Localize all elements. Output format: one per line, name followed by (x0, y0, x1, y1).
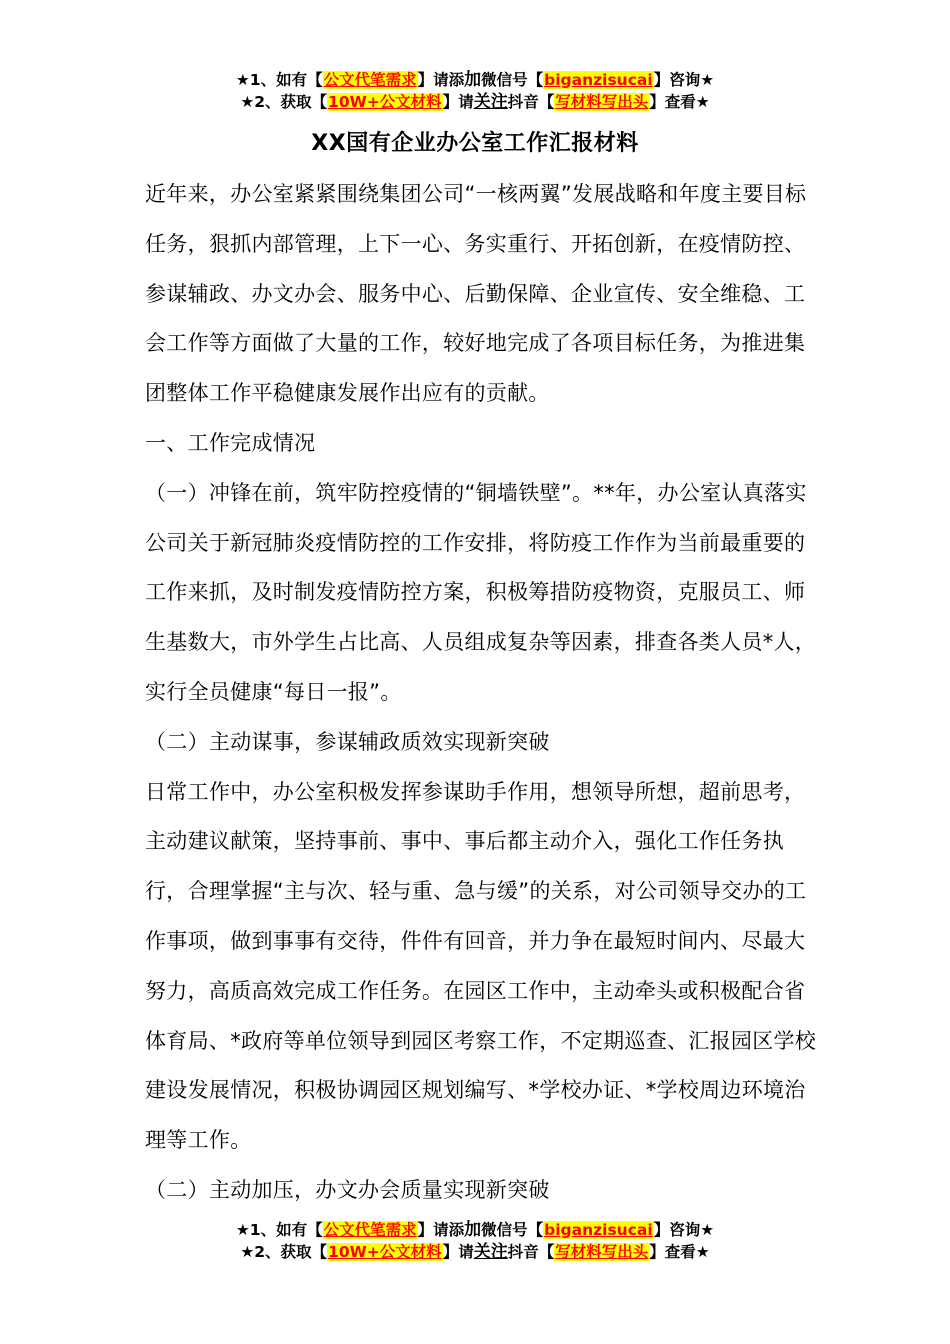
banner-line-1-suffix: 】咨询★ (653, 71, 715, 89)
footer-line-2-middle-2: 抖音【 (507, 1243, 555, 1261)
banner-line-2 (0, 91, 950, 113)
footer-banner (0, 1219, 950, 1263)
footer-wechat-id[interactable]: biganzisucai (544, 1221, 653, 1239)
body-paragraph-epidemic: （一）冲锋在前，筑牢防控疫情的“铜墙铁壁”。**年，办公室认真落实公司关于新冠肺炎疫情防控的工作安排，将防疫工作作为当前最重要的工作来抓，及时制发疫情防控方案，积极筹措防疫物资，克服员工、师生基数大，市外学生占比高、人员组成复杂等因素，排查各类人员*人，实行全员健康“每日一报”。 (145, 480, 817, 704)
banner-wechat-id[interactable]: biganzisucai (544, 71, 653, 89)
banner-douyin-account[interactable]: 写材料写出头 (555, 93, 649, 111)
banner-line-1-middle: 】请添 (417, 71, 465, 89)
document-title: XX国有企业办公室工作汇报材料 (311, 131, 639, 156)
banner-line-2-middle-2: 抖音【 (507, 93, 555, 111)
footer-materials-highlight: 10W+公文材料 (328, 1243, 442, 1261)
banner-materials-highlight: 10W+公文材料 (328, 93, 442, 111)
footer-line-1-middle-2: 微信号【 (481, 1221, 544, 1239)
banner-line-2-middle: 】请 (442, 93, 474, 111)
banner-line-1-prefix: ★1、如有【 (235, 71, 323, 89)
footer-line-1-suffix: 】咨询★ (653, 1221, 715, 1239)
footer-line-1-middle: 】请添 (417, 1221, 465, 1239)
banner-service-highlight: 公文代笔需求 (323, 71, 417, 89)
intro-paragraph: 近年来，办公室紧紧围绕集团公司“一核两翼”发展战略和年度主要目标任务，狠抓内部管理，上下一心、务实重行、开拓创新，在疫情防控、参谋辅政、办文办会、服务中心、后勤保障、企业宣传、安全维稳、工会工作等方面做了大量的工作，较好地完成了各项目标任务，为推进集团整体工作平稳健康发展作出应有的贡献。 (145, 182, 807, 406)
banner-line-1-emphasis: 加 (464, 70, 482, 90)
footer-line-2-middle: 】请 (442, 1243, 474, 1261)
footer-douyin-account[interactable]: 写材料写出头 (555, 1243, 649, 1261)
banner-line-2-prefix: ★2、获取【 (240, 93, 328, 111)
section-heading-1: 一、工作完成情况 (145, 430, 316, 455)
footer-banner-line-1 (0, 1219, 950, 1241)
banner-line-2-suffix: 】查看★ (649, 93, 710, 111)
footer-service-highlight: 公文代笔需求 (323, 1221, 417, 1239)
body-paragraph-advisory: 日常工作中，办公室积极发挥参谋助手作用，想领导所想，超前思考，主动建议献策，坚持事前、事中、事后都主动介入，强化工作任务执行，合理掌握“主与次、轻与重、急与缓”的关系，对公司领导交办的工作事项，做到事事有交待，件件有回音，并力争在最短时间内、尽最大努力，高质高效完成工作任务。在园区工作中，主动牵头或积极配合省体育局、*政府等单位领导到园区考察工作，不定期巡查、汇报园区学校建设发展情况，积极协调园区规划编写、*学校办证、*学校周边环境治理等工作。 (145, 779, 817, 1153)
banner-line-1-middle-2: 微信号【 (481, 71, 544, 89)
footer-line-2-prefix: ★2、获取【 (240, 1243, 328, 1261)
footer-line-2-emphasis: 关注 (473, 1242, 508, 1262)
banner-line-1 (0, 69, 950, 91)
footer-banner-line-2 (0, 1241, 950, 1263)
footer-line-1-emphasis: 加 (464, 1220, 482, 1240)
footer-line-2-suffix: 】查看★ (649, 1243, 710, 1261)
document-body (145, 170, 825, 1216)
header-banner (0, 69, 950, 113)
subsection-heading-2: （二）主动谋事，参谋辅政质效实现新突破 (145, 729, 550, 754)
footer-line-1-prefix: ★1、如有【 (235, 1221, 323, 1239)
banner-line-2-emphasis: 关注 (473, 92, 508, 112)
subsection-heading-3: （二）主动加压，办文办会质量实现新突破 (145, 1177, 550, 1202)
